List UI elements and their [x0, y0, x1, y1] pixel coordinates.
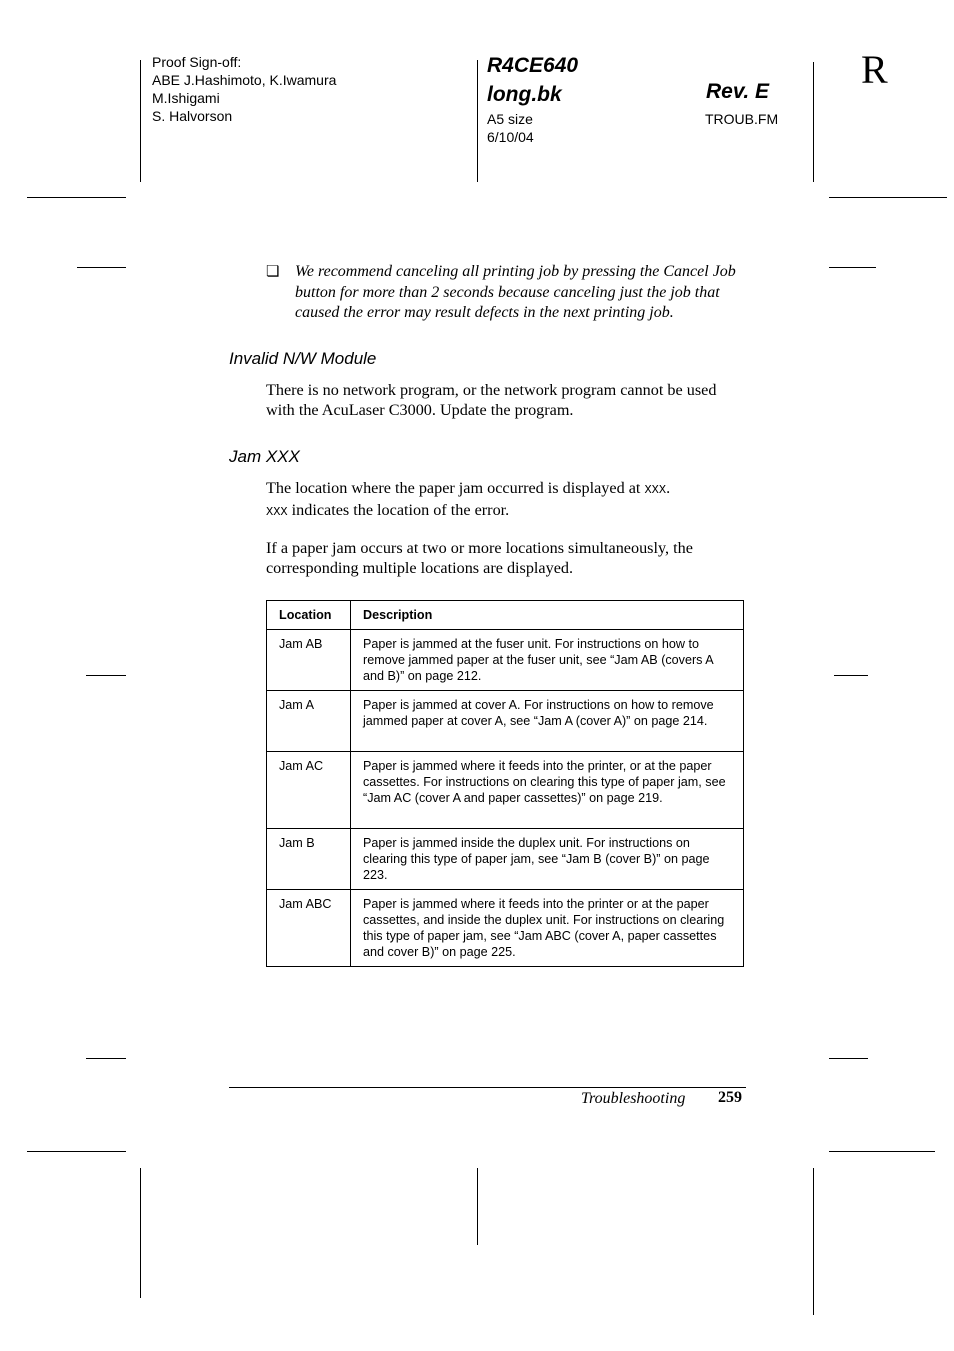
- note-item: [266, 262, 746, 324]
- crop-mark: [477, 1168, 478, 1245]
- paragraph-text: indicates the location of the error.: [287, 501, 510, 520]
- crop-mark: [477, 60, 478, 182]
- doc-date: 6/10/04: [487, 129, 534, 145]
- checkbox-bullet-icon: ❏: [266, 264, 280, 280]
- doc-code: R4CE640: [487, 54, 579, 77]
- description-cell: Paper is jammed where it feeds into the printer or at the paper cassettes, and inside the duplex unit. For instructions on clearing this type of paper jam, see “Jam ABC (cover A, paper cassettes and cover B)” on page 225.: [351, 890, 744, 967]
- table-row: [267, 829, 744, 890]
- proof-line: S. Halvorson: [152, 108, 233, 124]
- section-letter: R: [861, 47, 888, 92]
- footer-rule: [229, 1087, 746, 1088]
- page-number: 259: [718, 1089, 742, 1106]
- footer-section-title: Troubleshooting: [581, 1090, 686, 1107]
- location-cell: Jam B: [267, 829, 351, 890]
- description-cell: Paper is jammed at cover A. For instructions on how to remove jammed paper at cover A, see “Jam A (cover A)” on page 214.: [351, 691, 744, 752]
- crop-mark: [829, 1058, 868, 1059]
- description-cell: Paper is jammed at the fuser unit. For instructions on how to remove jammed paper at the fuser unit, see “Jam AB (covers A and B)” on page 212.: [351, 630, 744, 691]
- crop-mark: [140, 60, 141, 182]
- table-row: [267, 752, 744, 829]
- section-heading: Invalid N/W Module: [229, 349, 377, 368]
- proof-line: M.Ishigami: [152, 90, 220, 106]
- column-header-location: Location: [267, 601, 351, 630]
- paper-size: A5 size: [487, 111, 533, 127]
- revision-label: Rev. E: [706, 80, 770, 103]
- section-heading: Jam XXX: [229, 447, 300, 466]
- location-cell: Jam AB: [267, 630, 351, 691]
- paragraph-text: The location where the paper jam occurred is displayed at: [266, 479, 645, 497]
- fm-file: TROUB.FM: [705, 111, 779, 127]
- proof-title: Proof Sign-off:: [152, 54, 242, 70]
- doc-identifier: [487, 51, 578, 109]
- location-cell: Jam ABC: [267, 890, 351, 967]
- location-cell: Jam AC: [267, 752, 351, 829]
- table-row: [267, 630, 744, 691]
- section-paragraph: If a paper jam occurs at two or more locations simultaneously, the corresponding multiple locations are displayed.: [266, 539, 693, 578]
- proof-signoff: [152, 53, 336, 125]
- crop-mark: [829, 197, 947, 198]
- crop-mark: [829, 1151, 935, 1152]
- description-cell: Paper is jammed where it feeds into the printer, or at the paper cassettes. For instructions on clearing this type of paper jam, see “Jam AC (cover A and paper cassettes)” on page 219.: [351, 752, 744, 829]
- crop-mark: [77, 267, 126, 268]
- crop-mark: [829, 267, 876, 268]
- crop-mark: [27, 197, 126, 198]
- location-cell: Jam A: [267, 691, 351, 752]
- table-row: [267, 890, 744, 967]
- crop-mark: [86, 1058, 126, 1059]
- crop-mark: [27, 1151, 126, 1152]
- table-header-row: [267, 601, 744, 630]
- proof-line: ABE J.Hashimoto, K.Iwamura: [152, 72, 337, 88]
- crop-mark: [140, 1168, 141, 1298]
- crop-mark: [813, 62, 814, 182]
- crop-mark: [813, 1168, 814, 1315]
- crop-mark: [86, 675, 126, 676]
- code-placeholder: XXX: [644, 483, 667, 497]
- column-header-description: Description: [351, 601, 744, 630]
- description-cell: Paper is jammed inside the duplex unit. For instructions on clearing this type of paper jam, see “Jam B (cover B)” on page 223.: [351, 829, 744, 890]
- crop-mark: [834, 675, 868, 676]
- doc-meta: [487, 110, 534, 146]
- doc-file: long.bk: [487, 83, 562, 106]
- note-text: We recommend canceling all printing job by pressing the Cancel Job button for more than 2 seconds because canceling just the job that caused the error may result defects in the next printing job.: [295, 263, 736, 321]
- code-placeholder: XXX: [266, 505, 288, 520]
- table-row: [267, 691, 744, 752]
- paragraph-text: .: [666, 479, 671, 497]
- section-body: There is no network program, or the network program cannot be used with the AcuLaser C3000. Update the program.: [266, 381, 717, 420]
- section-paragraph: [266, 478, 746, 522]
- jam-location-table: [266, 600, 744, 967]
